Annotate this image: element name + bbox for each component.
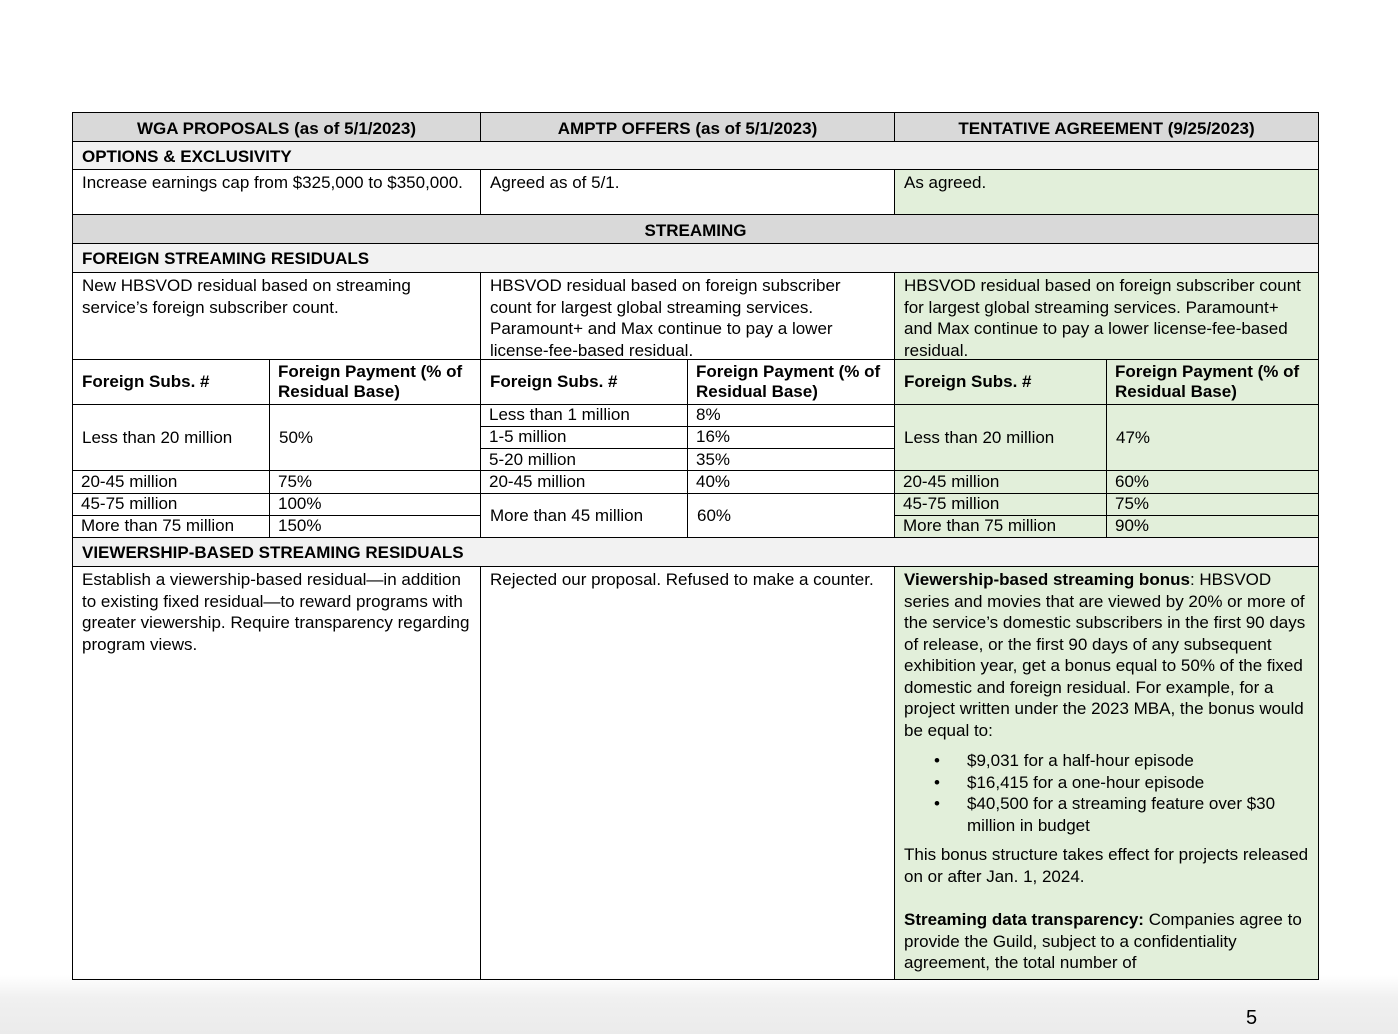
foreign-ta-text: HBSVOD residual based on foreign subscriber count for largest global streaming services. Paramount+ and Max continue to pay a lower license-fee-based residual. bbox=[895, 273, 1319, 360]
amptp-row-pay: 40% bbox=[688, 471, 895, 494]
foreign-wga-text: New HBSVOD residual based on streaming service’s foreign subscriber count. bbox=[73, 273, 481, 360]
wga-row-pay: 150% bbox=[270, 516, 481, 538]
options-wga-text: Increase earnings cap from $325,000 to $350,000. bbox=[73, 170, 481, 215]
wga-row-subs: 20-45 million bbox=[73, 471, 270, 494]
wga-subs-header: Foreign Subs. # bbox=[73, 360, 270, 405]
list-item bbox=[904, 750, 1309, 772]
amptp-row-subs: 5-20 million bbox=[481, 449, 688, 471]
amptp-row-subs: More than 45 million bbox=[481, 494, 688, 538]
bonus-effective-paragraph: This bonus structure takes effect for projects released on or after Jan. 1, 2024. bbox=[904, 845, 1309, 886]
options-ta-text: As agreed. bbox=[895, 170, 1319, 215]
amptp-row-pay: 35% bbox=[688, 449, 895, 471]
amptp-row-pay: 16% bbox=[688, 427, 895, 449]
ta-row-pay: 90% bbox=[1107, 516, 1319, 538]
bullet-icon: • bbox=[934, 772, 940, 792]
transparency-text: Companies agree to provide the Guild, subject to a confidentiality agreement, the total number of bbox=[904, 910, 1302, 972]
amptp-row-subs: 1-5 million bbox=[481, 427, 688, 449]
options-amptp-text: Agreed as of 5/1. bbox=[481, 170, 895, 215]
wga-row-pay: 100% bbox=[270, 494, 481, 516]
amptp-row-pay: 60% bbox=[688, 494, 895, 538]
foreign-amptp-text: HBSVOD residual based on foreign subscriber count for largest global streaming services. Paramount+ and Max continue to pay a lower license-fee-based residual. bbox=[481, 273, 895, 360]
amptp-pay-header: Foreign Payment (% of Residual Base) bbox=[688, 360, 895, 405]
bonus-label: Viewership-based streaming bonus bbox=[904, 570, 1190, 589]
amptp-row-subs: 20-45 million bbox=[481, 471, 688, 494]
section-viewership-residuals: VIEWERSHIP-BASED STREAMING RESIDUALS bbox=[73, 538, 1319, 567]
list-item bbox=[904, 793, 1309, 836]
wga-row-pay: 75% bbox=[270, 471, 481, 494]
transparency-label: Streaming data transparency: bbox=[904, 910, 1144, 929]
viewership-bonus-paragraph bbox=[904, 569, 1309, 741]
viewership-amptp-text: Rejected our proposal. Refused to make a counter. bbox=[481, 567, 895, 980]
header-wga: WGA PROPOSALS (as of 5/1/2023) bbox=[73, 113, 481, 142]
ta-pay-header: Foreign Payment (% of Residual Base) bbox=[1107, 360, 1319, 405]
ta-row-subs: 45-75 million bbox=[895, 494, 1107, 516]
ta-row-pay: 60% bbox=[1107, 471, 1319, 494]
header-amptp: AMPTP OFFERS (as of 5/1/2023) bbox=[481, 113, 895, 142]
ta-row-subs: 20-45 million bbox=[895, 471, 1107, 494]
list-item-text: $16,415 for a one-hour episode bbox=[967, 772, 1205, 792]
list-item bbox=[904, 772, 1309, 794]
bullet-icon: • bbox=[934, 751, 940, 770]
page-bottom-band bbox=[0, 975, 1398, 1034]
bonus-text: : HBSVOD series and movies that are viewed by 20% or more of the service’s domestic subscribers in the first 90 days of release, or the first 90 days of any subsequent exhibition year, get a bonus equal to 50% of the fixed domestic and foreign residual. For example, for a project written under the 2023 MBA, the bonus would be equal to: bbox=[904, 570, 1306, 740]
transparency-paragraph bbox=[904, 909, 1309, 974]
wga-row-pay: 50% bbox=[270, 405, 481, 471]
list-item-text: $9,031 for a half-hour episode bbox=[967, 751, 1194, 770]
ta-row-pay: 47% bbox=[1107, 405, 1319, 471]
section-streaming: STREAMING bbox=[73, 215, 1319, 244]
list-item-text: $40,500 for a streaming feature over $30 million in budget bbox=[967, 794, 1276, 835]
viewership-wga-text: Establish a viewership-based residual—in addition to existing fixed residual—to reward programs with greater viewership. Require transparency regarding program views. bbox=[73, 567, 481, 980]
section-foreign-streaming-residuals: FOREIGN STREAMING RESIDUALS bbox=[73, 244, 1319, 273]
page-number: 5 bbox=[1246, 1007, 1258, 1029]
bullet-icon: • bbox=[934, 794, 940, 813]
ta-row-pay: 75% bbox=[1107, 494, 1319, 516]
ta-row-subs: Less than 20 million bbox=[895, 405, 1107, 471]
header-tentative-agreement: TENTATIVE AGREEMENT (9/25/2023) bbox=[895, 113, 1319, 142]
viewership-ta-cell bbox=[895, 567, 1319, 980]
amptp-row-subs: Less than 1 million bbox=[481, 405, 688, 427]
amptp-subs-header: Foreign Subs. # bbox=[481, 360, 688, 405]
ta-row-subs: More than 75 million bbox=[895, 516, 1107, 538]
ta-subs-header: Foreign Subs. # bbox=[895, 360, 1107, 405]
bonus-examples-list bbox=[904, 750, 1309, 836]
wga-pay-header: Foreign Payment (% of Residual Base) bbox=[270, 360, 481, 405]
wga-row-subs: Less than 20 million bbox=[73, 405, 270, 471]
section-options-exclusivity: OPTIONS & EXCLUSIVITY bbox=[73, 142, 1319, 170]
wga-row-subs: More than 75 million bbox=[73, 516, 270, 538]
amptp-row-pay: 8% bbox=[688, 405, 895, 427]
wga-row-subs: 45-75 million bbox=[73, 494, 270, 516]
